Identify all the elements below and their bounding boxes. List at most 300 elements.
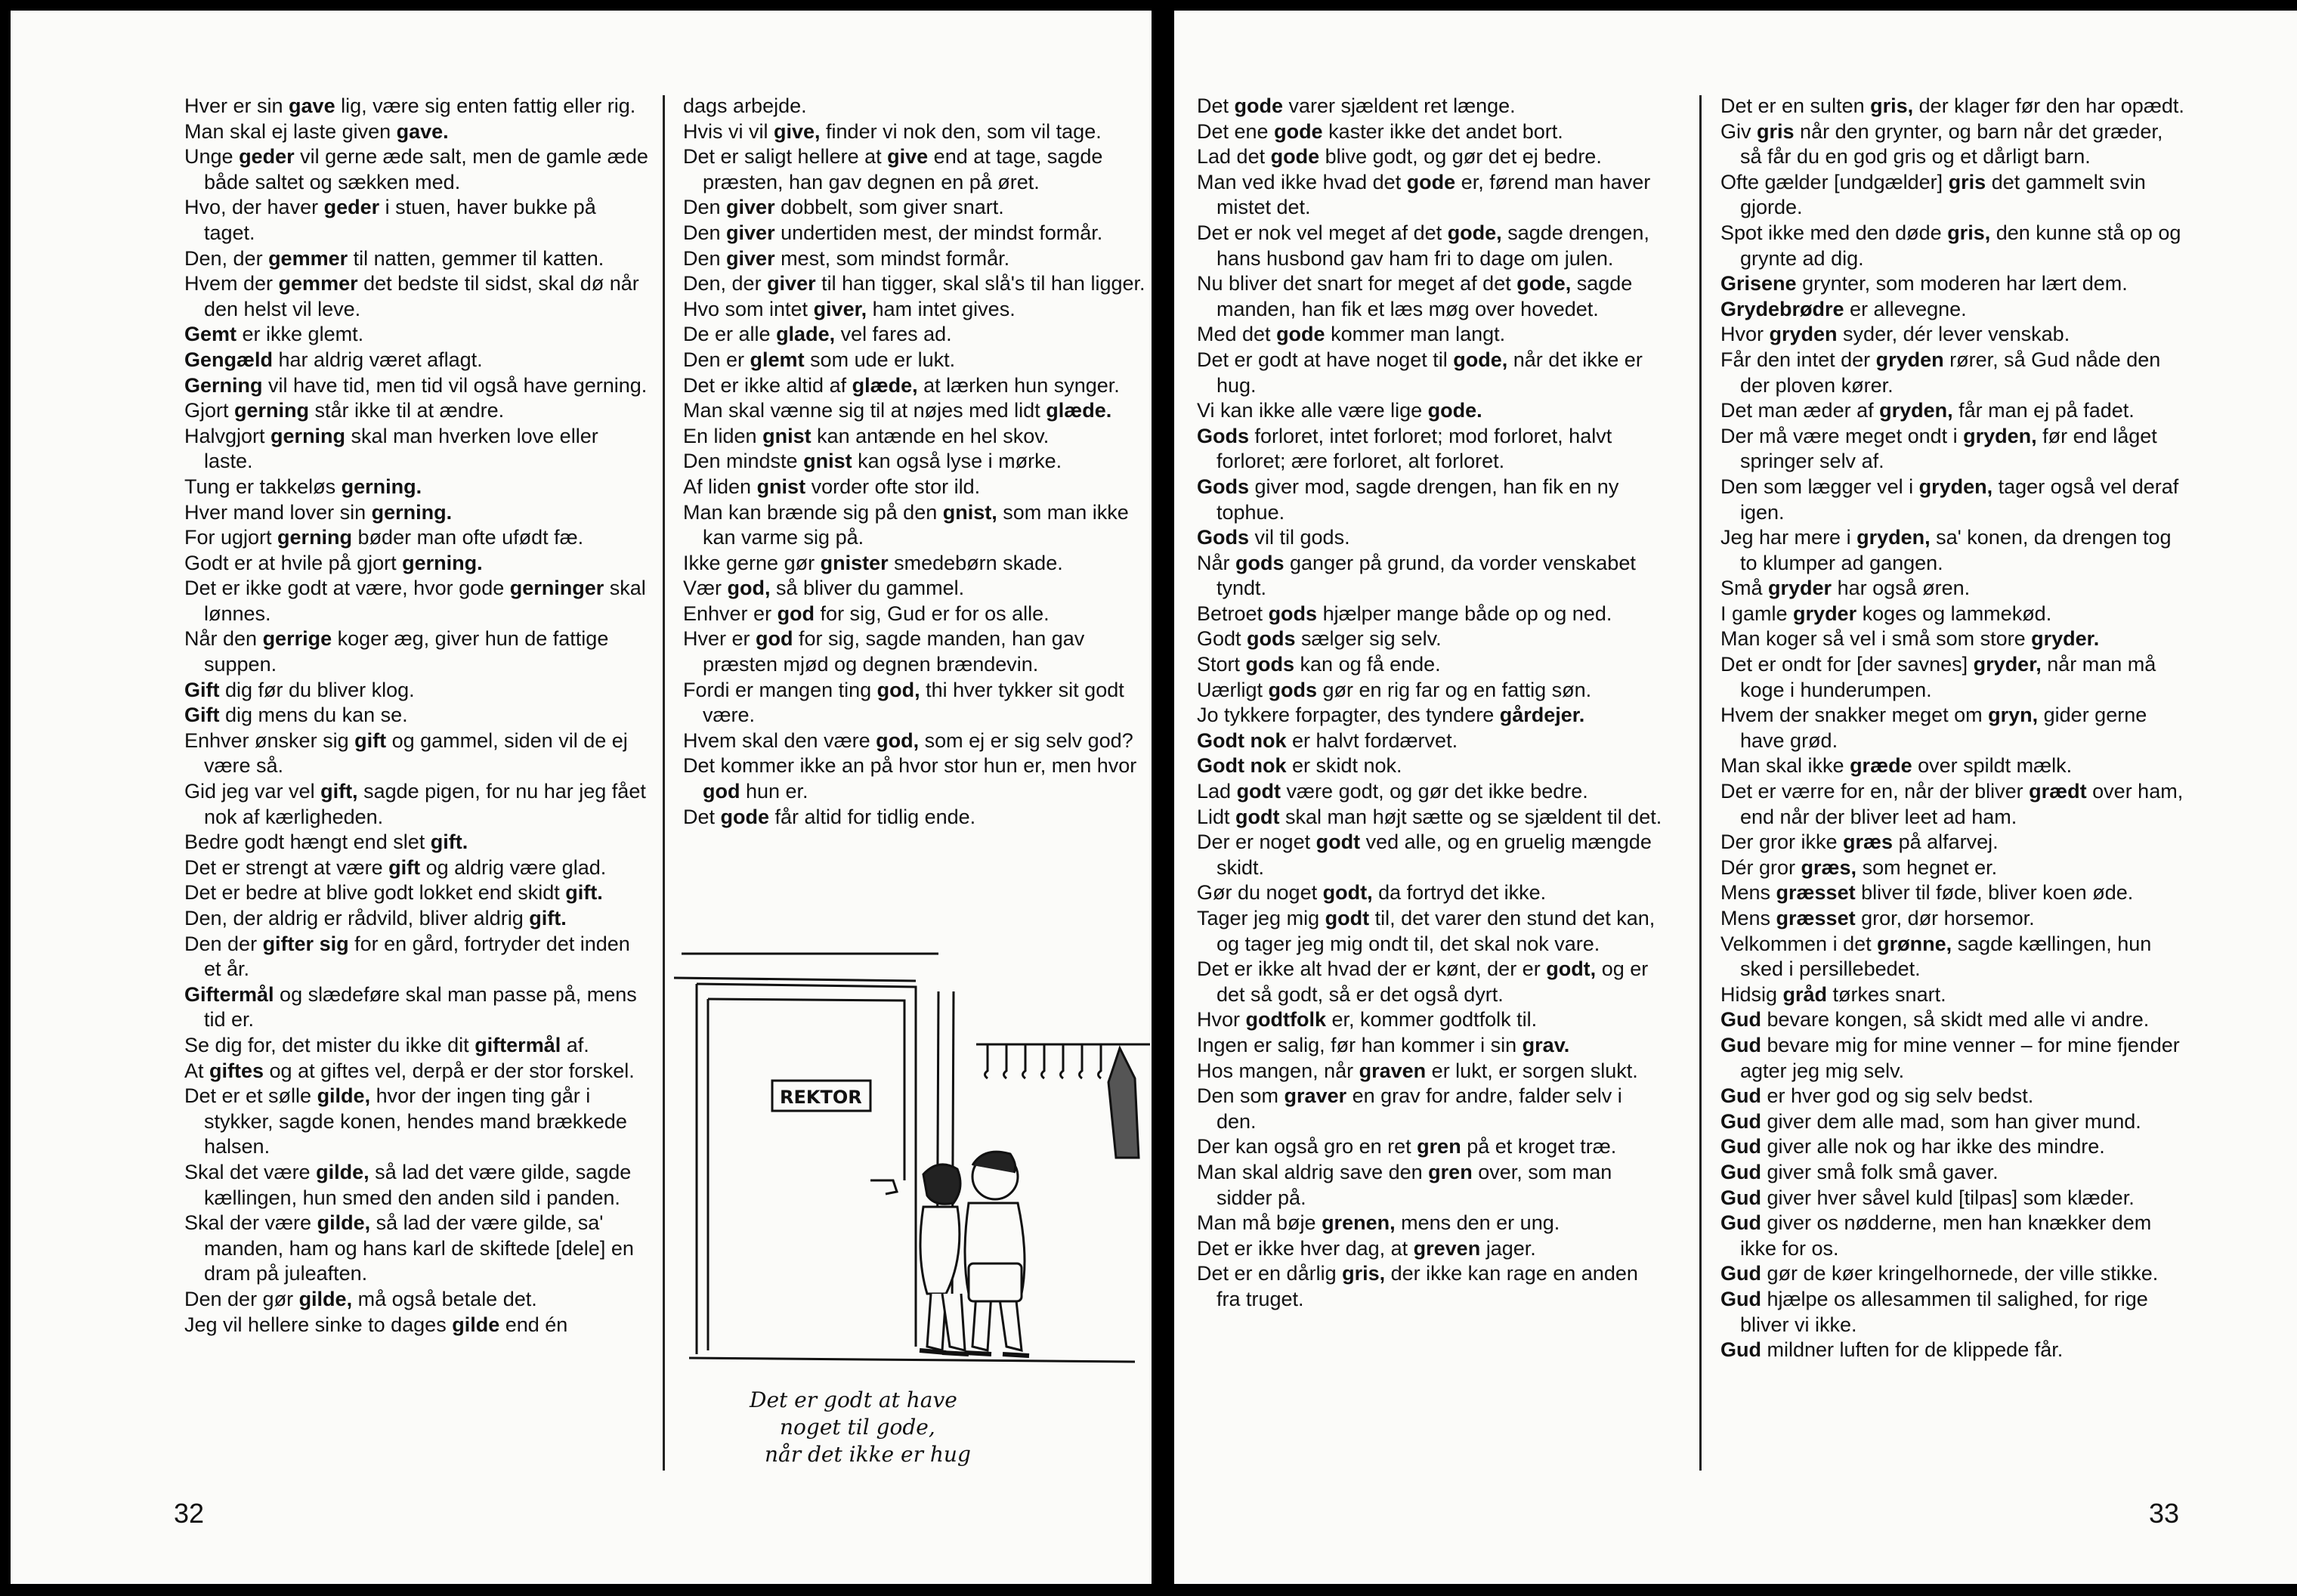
proverb-text: Hvor — [1720, 323, 1770, 346]
proverb-text: grynter, som moderen har lært dem. — [1796, 272, 2128, 295]
right-page — [1174, 11, 2297, 1584]
headword: Gud — [1720, 1008, 1761, 1032]
headword: Grisene — [1720, 272, 1797, 295]
proverb-text: kan og få ende. — [1294, 653, 1441, 676]
proverb-text: og aldrig være glad. — [420, 855, 607, 879]
proverb-entry — [1197, 602, 1662, 627]
proverb-entry — [184, 1313, 650, 1338]
proverb-text: Halvgjort — [184, 424, 271, 447]
headword: gnist — [756, 475, 806, 498]
proverb-text: Hver er — [683, 627, 756, 651]
proverb-text: giver små folk små gaver. — [1761, 1160, 1999, 1183]
proverb-text: jager. — [1480, 1236, 1536, 1260]
proverb-text: på et kroget træ. — [1461, 1135, 1617, 1158]
proverb-entry — [1197, 753, 1662, 779]
headword: Gerning — [184, 373, 263, 397]
proverb-entry — [184, 195, 650, 246]
headword: Gud — [1720, 1287, 1761, 1310]
proverb-entry — [184, 1033, 650, 1059]
headword: Gud — [1720, 1262, 1761, 1285]
proverb-entry — [1197, 94, 1662, 119]
proverb-text: Der er noget — [1197, 830, 1316, 854]
headword: gave. — [396, 119, 449, 143]
headword: gods — [1235, 551, 1285, 574]
proverb-text: vel fares ad. — [835, 323, 952, 346]
headword: gode — [720, 805, 770, 828]
proverb-entry — [1720, 1287, 2186, 1338]
proverb-text: Hvor — [1197, 1008, 1246, 1032]
proverb-text: og gammel, siden vil de ej være så. — [204, 728, 628, 778]
proverb-entry — [184, 626, 650, 677]
headword: gryn, — [1988, 704, 2039, 727]
headword: gryden, — [1963, 424, 2037, 447]
door-sign-text: REKTOR — [780, 1087, 862, 1108]
proverb-text: Man skal ikke — [1720, 754, 1850, 778]
headword: giver — [767, 272, 816, 295]
headword: god, — [876, 728, 920, 752]
proverb-text: er, førend man haver mistet det. — [1217, 170, 1651, 219]
headword: giver — [726, 196, 775, 219]
proverb-entry — [1197, 678, 1662, 704]
proverb-text: som hegnet er. — [1856, 855, 1998, 879]
proverb-entry — [1197, 1134, 1662, 1160]
proverb-text: Det er godt at have noget til — [1197, 348, 1454, 371]
proverb-text: får man ej på fadet. — [1952, 399, 2135, 422]
headword: gryder. — [2031, 627, 2100, 651]
proverb-entry — [1720, 1007, 2186, 1033]
proverb-text: Den mindste — [683, 450, 804, 473]
proverb-text: der ikke kan rage en anden fra truget. — [1217, 1262, 1638, 1310]
proverb-text: over ham, end når der bliver leet ad ham. — [1740, 780, 2184, 828]
headword: gode — [1234, 94, 1284, 117]
proverb-entry — [1197, 525, 1662, 551]
proverb-text: Det man æder af — [1720, 399, 1880, 422]
column-divider — [663, 95, 665, 1471]
proverb-entry — [1720, 576, 2186, 602]
proverb-text: ved alle, og en gruelig mængde skidt. — [1217, 830, 1652, 879]
proverb-text: Der må være meget ondt i — [1720, 424, 1964, 447]
proverb-entry — [1197, 1007, 1662, 1033]
proverb-text: bevare mig for mine venner – for mine fjender agter jeg mig selv. — [1740, 1033, 2180, 1082]
proverb-text: Ingen er salig, før han kommer i sin — [1197, 1033, 1523, 1056]
headword: Giftermål — [184, 982, 274, 1006]
proverb-entry — [1720, 525, 2186, 576]
proverb-text: vil gerne æde salt, men de gamle æde både saltet og sækken med. — [204, 145, 648, 193]
headword: græsset — [1776, 907, 1856, 929]
proverb-text: Den der gør — [184, 1287, 299, 1310]
proverb-text: og at giftes vel, derpå er der stor forskel. — [264, 1059, 635, 1082]
proverb-text: Hidsig — [1720, 982, 1783, 1006]
proverb-entry — [1720, 855, 2186, 881]
proverb-entry — [683, 449, 1148, 475]
proverb-entry — [1197, 906, 1662, 957]
proverb-text: Den, der — [184, 246, 269, 270]
proverb-entry — [184, 779, 650, 830]
headword: Gud — [1720, 1211, 1761, 1235]
proverb-entry — [1197, 830, 1662, 880]
headword: Gift — [184, 704, 220, 727]
proverb-text: så bliver du gammel. — [770, 577, 965, 600]
headword: Godt nok — [1197, 728, 1287, 752]
headword: gode — [1406, 170, 1456, 193]
headword: græs — [1843, 830, 1894, 854]
proverb-entry — [1197, 652, 1662, 678]
proverb-text: Unge — [184, 145, 240, 169]
proverb-text: Den der — [184, 932, 263, 955]
proverb-entry — [683, 94, 1148, 119]
proverb-text: Tung er takkeløs — [184, 475, 342, 498]
page-number: 32 — [174, 1498, 205, 1529]
headword: gerning — [277, 526, 353, 549]
proverb-text: Med det — [1197, 323, 1277, 346]
headword: Gud — [1720, 1338, 1761, 1362]
proverb-text: vil til gods. — [1249, 526, 1350, 549]
headword: gryden, — [1918, 475, 1993, 498]
proverb-text: er, kommer godtfolk til. — [1326, 1008, 1538, 1032]
proverb-text: Jeg vil hellere sinke to dages — [184, 1313, 453, 1336]
proverb-text: til, det varer den stund det kan, og tager jeg mig ondt til, det skal nok vare. — [1217, 907, 1656, 955]
headword: gnister — [820, 551, 889, 574]
headword: glade, — [776, 323, 836, 346]
proverb-text: giver dem alle mad, som han giver mund. — [1761, 1109, 2141, 1133]
proverb-entry — [184, 855, 650, 881]
proverb-text: giver mod, sagde drengen, han fik en ny tophue. — [1217, 475, 1619, 524]
proverb-entry — [1720, 982, 2186, 1008]
proverb-entry — [184, 94, 650, 119]
headword: giftermål — [475, 1033, 561, 1056]
proverb-text: Det er en dårlig — [1197, 1262, 1343, 1285]
proverb-text: Enhver ønsker sig — [184, 728, 355, 752]
proverb-entry — [1720, 652, 2186, 703]
headword: græsset — [1776, 881, 1856, 905]
proverb-text: sælger sig selv. — [1295, 627, 1442, 651]
proverb-entry — [184, 398, 650, 424]
proverb-entry — [683, 551, 1148, 577]
proverb-text: Mens — [1720, 907, 1776, 929]
headword: gråd — [1782, 982, 1828, 1006]
proverb-entry — [683, 322, 1148, 348]
left-page — [11, 11, 1152, 1584]
proverb-entry — [184, 982, 650, 1033]
proverb-entry — [1720, 322, 2186, 348]
proverb-text: så lad det være gilde, sagde kællingen, hun smed den anden sild i panden. — [204, 1160, 632, 1209]
headword: gryder, — [1973, 653, 2042, 676]
headword: god — [777, 602, 815, 625]
proverb-entry — [1720, 297, 2186, 323]
proverb-text: Der kan også gro en ret — [1197, 1135, 1417, 1158]
proverb-text: Dér gror — [1720, 855, 1801, 879]
proverb-text: Velkommen i det — [1720, 932, 1878, 955]
headword: Gods — [1197, 475, 1250, 498]
cartoon-caption-line-3: når det ikke er hug — [765, 1442, 971, 1467]
proverb-text: der klager før den har opædt. — [1913, 94, 2184, 117]
headword: greven — [1413, 1236, 1481, 1260]
proverb-text: Ofte gælder [undgælder] — [1720, 170, 1949, 193]
headword: gryden, — [1856, 526, 1931, 549]
proverb-entry — [184, 322, 650, 348]
proverb-column-left-1 — [184, 94, 650, 1338]
proverb-entry — [1197, 1059, 1662, 1084]
proverb-text: syder, dér lever venskab. — [1837, 323, 2070, 346]
proverb-text: ham intet gives. — [867, 297, 1016, 320]
proverb-text: og er det så godt, så er det også dyrt. — [1217, 957, 1649, 1006]
proverb-text: Gør du noget — [1197, 881, 1323, 905]
headword: give, — [774, 119, 821, 143]
proverb-text: til natten, gemmer til katten. — [348, 246, 604, 270]
proverb-text: på alfarvej. — [1893, 830, 1999, 854]
proverb-entry — [1197, 1160, 1662, 1211]
proverb-text: for sig, sagde manden, han gav præsten mjød og degnen brændevin. — [703, 627, 1085, 676]
headword: gerning. — [341, 475, 422, 498]
proverb-entry — [683, 348, 1148, 373]
proverb-entry — [1197, 424, 1662, 475]
headword: Grydebrødre — [1720, 297, 1844, 320]
proverb-text: har også øren. — [1832, 577, 1971, 600]
proverb-text: skal man hverken love eller laste. — [204, 424, 598, 473]
proverb-entry — [1197, 1261, 1662, 1312]
proverb-text: da fortryd det ikke. — [1372, 881, 1547, 905]
proverb-text: I gamle — [1720, 602, 1794, 625]
headword: gods — [1247, 627, 1296, 651]
proverb-text: Når — [1197, 551, 1236, 574]
proverb-entry — [1197, 880, 1662, 906]
headword: gerning. — [371, 500, 453, 524]
proverb-entry — [1197, 119, 1662, 145]
proverb-text: Det — [683, 805, 721, 828]
proverb-text: Der gror ikke — [1720, 830, 1844, 854]
headword: Gods — [1197, 526, 1250, 549]
proverb-text: Det er ikke hver dag, at — [1197, 1236, 1414, 1260]
proverb-entry — [1720, 119, 2186, 170]
cartoon-illustration — [666, 939, 1152, 1483]
headword: gode. — [1427, 399, 1482, 422]
proverb-text: dags arbejde. — [683, 94, 807, 117]
proverb-entry — [1197, 398, 1662, 424]
proverb-entry — [683, 626, 1148, 677]
headword: gemmer — [278, 272, 358, 295]
proverb-text: må også betale det. — [352, 1287, 537, 1310]
proverb-entry — [683, 297, 1148, 323]
headword: gode, — [1516, 272, 1572, 295]
proverb-entry — [184, 1211, 650, 1287]
proverb-text: dig før du bliver klog. — [219, 678, 415, 701]
proverb-entry — [1197, 271, 1662, 322]
proverb-text: Enhver er — [683, 602, 778, 625]
proverb-text: skal man højt sætte og se sjældent til det. — [1279, 805, 1662, 828]
proverb-text: Hos mangen, når — [1197, 1059, 1359, 1082]
headword: gnist — [762, 424, 812, 447]
headword: god — [756, 627, 793, 651]
proverb-text: Hvem der snakker meget om — [1720, 704, 1989, 727]
headword: gave — [289, 94, 335, 117]
proverb-entry — [184, 1287, 650, 1313]
proverb-text: mest, som mindst formår. — [774, 246, 1010, 270]
headword: grønne, — [1877, 932, 1952, 955]
headword: give — [887, 145, 929, 169]
proverb-text: det gammelt svin gjorde. — [1740, 170, 2146, 219]
proverb-text: Man skal vænne sig til at nøjes med lidt — [683, 399, 1046, 422]
proverb-entry — [683, 144, 1148, 195]
proverb-text: rører, så Gud nåde den der ploven kører. — [1740, 348, 2161, 397]
proverb-entry — [184, 119, 650, 145]
proverb-text: har aldrig været aflagt. — [273, 348, 483, 371]
proverb-text: undertiden mest, der mindst formår. — [774, 221, 1103, 244]
proverb-text: En liden — [683, 424, 763, 447]
proverb-entry — [683, 602, 1148, 627]
headword: gode — [1276, 323, 1325, 346]
proverb-text: være godt, og gør det ikke bedre. — [1281, 780, 1588, 803]
headword: Gemt — [184, 323, 237, 346]
proverb-text: Det er ikke altid af — [683, 373, 852, 397]
proverb-entry — [184, 906, 650, 932]
headword: gnist — [803, 450, 852, 473]
headword: gerninger — [509, 577, 604, 600]
headword: gode, — [1453, 348, 1508, 371]
headword: god, — [727, 577, 771, 600]
proverb-entry — [1720, 602, 2186, 627]
proverb-text: til han tigger, skal slå's til han ligger. — [815, 272, 1145, 295]
proverb-text: Af liden — [683, 475, 757, 498]
proverb-text: bliver til føde, bliver koen øde. — [1855, 881, 2134, 905]
proverb-text: kan også lyse i mørke. — [852, 450, 1062, 473]
proverb-text: Uærligt — [1197, 678, 1269, 701]
proverb-text: Man ved ikke hvad det — [1197, 170, 1407, 193]
proverb-text: Hvem skal den være — [683, 728, 876, 752]
proverb-entry — [1197, 1236, 1662, 1262]
proverb-entry — [1720, 170, 2186, 221]
headword: græde — [1850, 754, 1912, 778]
proverb-text: Den som — [1197, 1084, 1285, 1108]
proverb-column-right-1 — [1197, 94, 1662, 1313]
proverb-text: får altid for tidlig ende. — [769, 805, 976, 828]
proverb-text: Hver mand lover sin — [184, 500, 372, 524]
headword: gilde — [452, 1313, 500, 1336]
proverb-text: vil have tid, men tid vil også have gerning. — [262, 373, 648, 397]
headword: godt — [1236, 780, 1281, 803]
headword: grædt — [2029, 780, 2087, 803]
proverb-entry — [683, 475, 1148, 500]
proverb-text: smedebørn skade. — [888, 551, 1063, 574]
headword: godt — [1315, 830, 1361, 854]
proverb-text: Den som lægger vel i — [1720, 475, 1919, 498]
headword: giver — [726, 221, 775, 244]
proverb-entry — [184, 475, 650, 500]
proverb-text: og slædeføre skal man passe på, mens tid er. — [204, 982, 637, 1032]
proverb-text: Lad — [1197, 780, 1237, 803]
headword: græs, — [1801, 855, 1857, 879]
headword: geder — [323, 196, 380, 219]
headword: glæde, — [852, 373, 918, 397]
proverb-text: Skal det være — [184, 1160, 317, 1183]
headword: gris, — [1870, 94, 1914, 117]
column-divider — [1699, 95, 1702, 1471]
proverb-text: Hvis vi vil — [683, 119, 774, 143]
headword: godtfolk — [1245, 1008, 1326, 1032]
headword: gift. — [430, 830, 468, 854]
proverb-text: er lukt, er sorgen slukt. — [1426, 1059, 1638, 1082]
headword: gilde, — [316, 1160, 369, 1183]
proverb-entry — [1720, 1160, 2186, 1186]
proverb-text: mens den er ung. — [1395, 1211, 1560, 1235]
proverb-entry — [1720, 1211, 2186, 1261]
proverb-entry — [1197, 805, 1662, 830]
headword: Gud — [1720, 1160, 1761, 1183]
proverb-entry — [1720, 1338, 2186, 1363]
proverb-entry — [184, 703, 650, 728]
proverb-text: i stuen, haver bukke på taget. — [204, 196, 596, 244]
proverb-text: står ikke til at ændre. — [309, 399, 505, 422]
headword: gris — [1757, 119, 1795, 143]
headword: gilde, — [317, 1211, 371, 1235]
proverb-text: thi hver tykker sit godt være. — [703, 678, 1124, 727]
proverb-text: Tager jeg mig — [1197, 907, 1325, 929]
proverb-text: tørkes snart. — [1827, 982, 1946, 1006]
headword: Gud — [1720, 1033, 1761, 1056]
proverb-text: dobbelt, som giver snart. — [774, 196, 1004, 219]
proverb-text: end én — [499, 1313, 568, 1336]
proverb-text: kaster ikke det andet bort. — [1322, 119, 1563, 143]
proverb-entry — [683, 424, 1148, 450]
proverb-entry — [1720, 1033, 2186, 1084]
proverb-text: lig, være sig enten fattig eller rig. — [335, 94, 636, 117]
proverb-text: koger æg, giver hun de fattige suppen. — [204, 627, 609, 676]
proverb-text: når det ikke er hug. — [1217, 348, 1643, 397]
proverb-text: Man kan brænde sig på den — [683, 500, 943, 524]
headword: giftes — [209, 1059, 264, 1082]
boy-listening — [920, 1165, 969, 1354]
proverb-text: Skal der være — [184, 1211, 317, 1235]
proverb-entry — [1197, 1211, 1662, 1236]
proverb-entry — [683, 195, 1148, 221]
proverb-text: en grav for andre, falder selv i den. — [1217, 1084, 1622, 1133]
headword: Gift — [184, 678, 220, 701]
headword: grenen, — [1322, 1211, 1396, 1235]
proverb-text: Det er en sulten — [1720, 94, 1871, 117]
proverb-text: for sig, Gud er for os alle. — [815, 602, 1050, 625]
proverb-entry — [1197, 703, 1662, 728]
headword: gift, — [320, 780, 358, 803]
proverb-text: mildner luften for de klippede får. — [1761, 1338, 2064, 1362]
proverb-entry — [1197, 221, 1662, 271]
proverb-text: tager også vel deraf igen. — [1740, 475, 2179, 524]
proverb-text: sagde drengen, hans husbond gav ham fri to dage om julen. — [1217, 221, 1649, 270]
proverb-entry — [184, 500, 650, 526]
proverb-text: hjælpe os allesammen til salighed, for rige bliver vi ikke. — [1740, 1287, 2148, 1336]
headword: god — [703, 780, 740, 803]
proverb-text: sagde pigen, for nu har jeg fået nok af kærligheden. — [204, 780, 646, 828]
headword: gerrige — [262, 627, 332, 651]
proverb-entry — [184, 525, 650, 551]
proverb-entry — [1720, 906, 2186, 932]
proverb-entry — [1197, 957, 1662, 1007]
proverb-text: før end låget springer selv af. — [1740, 424, 2157, 473]
proverb-text: Det er strengt at være — [184, 855, 389, 879]
proverb-text: Det er værre for en, når der bliver — [1720, 780, 2030, 803]
headword: Gud — [1720, 1186, 1761, 1209]
proverb-entry — [1720, 221, 2186, 271]
proverb-text: Får den intet der — [1720, 348, 1876, 371]
proverb-text: forloret, intet forloret; mod forloret, halvt forloret; ære forloret, alt forloret. — [1217, 424, 1612, 473]
proverb-text: Jeg har mere i — [1720, 526, 1857, 549]
headword: godt — [1235, 805, 1280, 828]
proverb-entry — [1720, 424, 2186, 475]
proverb-text: Den — [683, 221, 727, 244]
proverb-text: Hvem der — [184, 272, 279, 295]
proverb-entry — [184, 1084, 650, 1160]
proverb-text: Vi kan ikke alle være lige — [1197, 399, 1428, 422]
headword: gryden — [1769, 323, 1838, 346]
proverb-text: Gjort — [184, 399, 235, 422]
